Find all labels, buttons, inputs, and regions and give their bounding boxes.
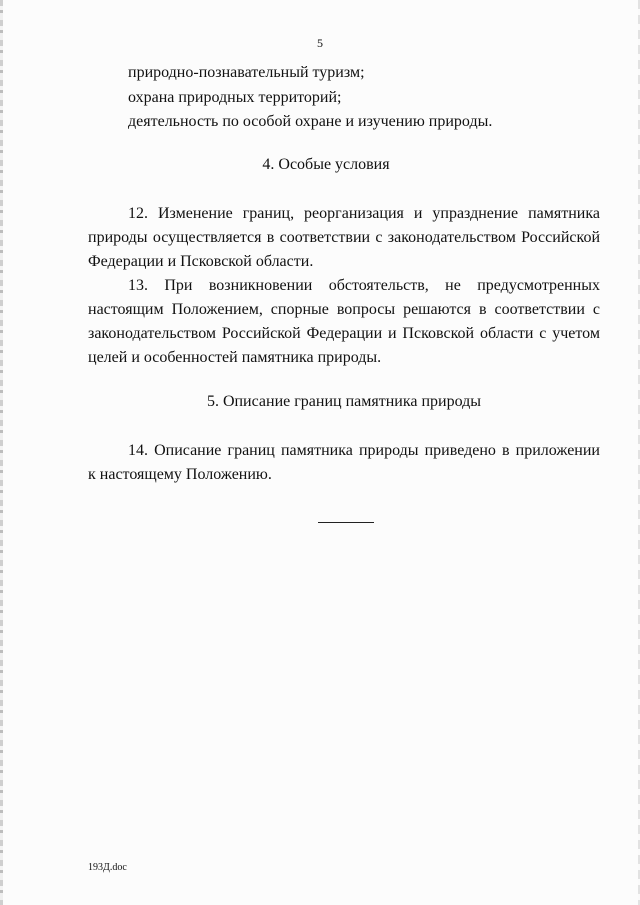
page-number: 5 [317, 36, 323, 50]
paragraph-line: природы осуществляется в соответствии с законодательством Российской [88, 229, 600, 246]
paragraph-line: настоящим Положением, спорные вопросы решаются в соответствии с [88, 301, 600, 318]
paragraph-line: целей и особенностей памятника природы. [88, 349, 382, 366]
list-item: охрана природных территорий; [128, 89, 342, 106]
footer-filename: 193Д.doc [88, 862, 127, 873]
end-of-text-rule [318, 522, 374, 523]
section-heading: 5. Описание границ памятника природы [206, 393, 482, 410]
paragraph-line: Федерации и Псковской области. [88, 253, 314, 270]
section-heading: 4. Особые условия [262, 156, 390, 173]
paragraph-line: 12. Изменение границ, реорганизация и упразднение памятника [128, 205, 600, 222]
paragraph-line: 14. Описание границ памятника природы приведено в приложении [128, 442, 600, 459]
list-item: деятельность по особой охране и изучению природы. [128, 113, 493, 130]
list-item: природно-познавательный туризм; [128, 64, 365, 81]
paragraph-line: к настоящему Положению. [88, 466, 272, 483]
paragraph-line: 13. При возникновении обстоятельств, не предусмотренных [128, 277, 600, 294]
scan-edge-left [0, 0, 3, 905]
paragraph-line: законодательством Российской Федерации и Псковской области с учетом [88, 325, 600, 342]
